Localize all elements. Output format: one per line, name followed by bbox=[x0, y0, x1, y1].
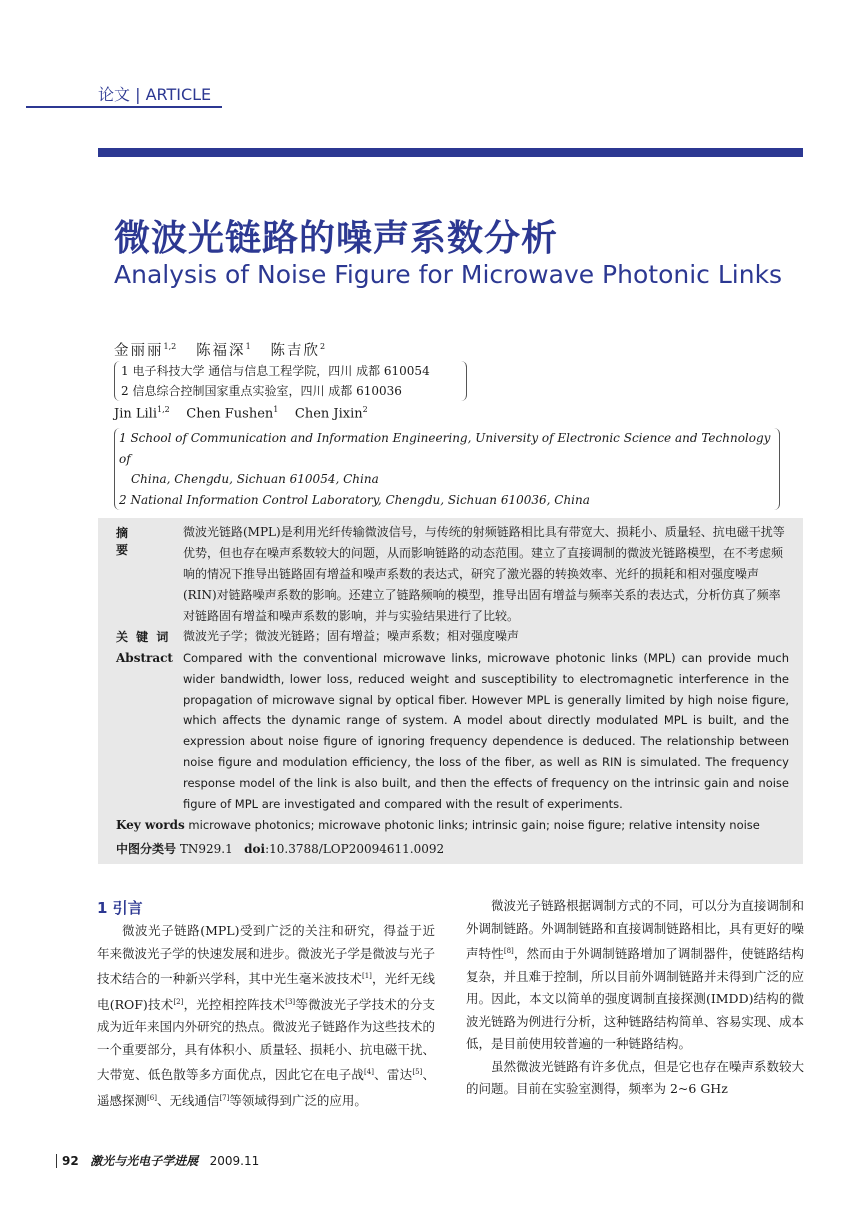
citation: [4] bbox=[364, 1068, 374, 1077]
author-sup: 2 bbox=[362, 405, 368, 414]
citation: [5] bbox=[412, 1068, 423, 1077]
affiliation-line: 2 National Information Control Laboratory, Chengdu, Sichuan 610036, China bbox=[119, 492, 590, 507]
author-sup: 1 bbox=[273, 405, 279, 414]
paragraph: 虽然微波光链路有许多优点，但是它也存在噪声系数较大的问题。目前在实验室测得，频率为 2~6 GHz bbox=[466, 1058, 804, 1097]
author-sup: 1 bbox=[245, 342, 251, 352]
paragraph: 微波光子链路(MPL)受到广泛的关注和研究，得益于近年来微波光子学的快速发展和进步。微波光子学是微波与光子技术结合的一种新兴学科，其中光生毫米波技术[1]，光纤无线电(ROF)技术[2]，光控相控阵技术[3]等微波光子学技术的分支成为近年来国内外研究的热点。微波光子链路作为这些技术的一个重要部分，具有体积小、质量轻、损耗小、抗电磁干扰、大带宽、低色散等多方面优点，因此它在电子战[4]、雷达[5]、遥感探测[6]、无线通信[7]等领域得到广泛的应用。 bbox=[97, 923, 435, 1109]
doi-label: doi bbox=[244, 842, 266, 856]
abstract-en-label: Abstract bbox=[116, 651, 173, 665]
author-name: Chen Jixin bbox=[294, 406, 363, 422]
journal-name: 激光与光电子学进展 bbox=[90, 1154, 199, 1168]
authors-chinese bbox=[114, 339, 325, 360]
classification-row: 中图分类号 TN929.1 doi:10.3788/LOP20094611.0092 bbox=[116, 842, 445, 856]
authors-english bbox=[114, 405, 368, 421]
keywords-en-row bbox=[116, 818, 796, 832]
author-name: Jin Lili bbox=[114, 406, 157, 422]
section-underline bbox=[26, 106, 222, 108]
author-name: 陈吉欣 bbox=[270, 343, 320, 359]
keywords-zh-label: 关 键 词 bbox=[116, 630, 171, 644]
body-right-column bbox=[466, 895, 804, 1101]
citation: [1] bbox=[361, 972, 372, 980]
title-bar bbox=[98, 148, 803, 157]
title-english: Analysis of Noise Figure for Microwave Photonic Links bbox=[114, 260, 783, 289]
citation: [7] bbox=[219, 1093, 230, 1102]
paragraph: 微波光子链路根据调制方式的不同，可以分为直接调制和外调制链路。外调制链路和直接调制链路相比，具有更好的噪声特性[8]，然而由于外调制链路增加了调制器件，使链路结构复杂，并且难于控制，所以目前外调制链路并未得到广泛的应用。因此，本文以简单的强度调制直接探测(IMDD)结构的微波光链路为例进行分析，这种链路结构简单、容易实现、成本低，是目前使用较普遍的一种链路结构。 bbox=[466, 898, 804, 1052]
affiliation-line: 1 School of Communication and Information Engineering, University of Electronic Science and Technology of bbox=[119, 431, 771, 466]
affiliations-english bbox=[114, 428, 780, 510]
author-sup: 1,2 bbox=[156, 405, 170, 414]
classification-code: TN929.1 bbox=[179, 842, 233, 856]
citation: [2] bbox=[173, 997, 184, 1006]
issue-date: 2009.11 bbox=[209, 1154, 260, 1168]
abstract-en-text: Compared with the conventional microwave links, microwave photonic links (MPL) can provide much wider bandwidth, lower loss, reduced weight and susceptibility to electromagnetic interference in the propagation of microwave signal by optical fiber. However MPL is generally limited by high noise figure, which affects the dynamic range of system. A model about directly modulated MPL is built, and the expression about noise figure of ignoring frequency dependence is deduced. The relationship between noise figure and modulation efficiency, the loss of the fiber, as well as RIN is simulated. The frequency response model of the link is also built, and then the effects of frequency on the intrinsic gain and noise figure of MPL are investigated and compared with the result of experiments. bbox=[183, 651, 789, 811]
affiliation-line: 2 信息综合控制国家重点实验室，四川 成都 610036 bbox=[121, 384, 402, 398]
title-chinese: 微波光链路的噪声系数分析 bbox=[114, 218, 559, 259]
author-name: Chen Fushen bbox=[186, 406, 274, 422]
author-name: 金丽丽 bbox=[114, 343, 164, 359]
keywords-en-text: microwave photonics; microwave photonic links; intrinsic gain; noise figure; relative intensity noise bbox=[188, 818, 760, 832]
citation: [8] bbox=[503, 947, 514, 955]
page-number: 92 bbox=[56, 1154, 79, 1168]
abstract-zh-label: 摘 要 bbox=[116, 526, 143, 557]
section-label: 论文 | ARTICLE bbox=[98, 85, 212, 104]
citation: [6] bbox=[147, 1093, 157, 1102]
abstract-zh-text: 微波光链路(MPL)是利用光纤传输微波信号，与传统的射频链路相比具有带宽大、损耗小、质量轻、抗电磁干扰等优势，但也存在噪声系数较大的问题，从而影响链路的动态范围。建立了直接调制的微波光链路模型，在不考虑频响的情况下推导出链路固有增益和噪声系数的表达式，研究了激光器的转换效率、光纤的损耗和相对强度噪声(RIN)对链路噪声系数的影响。还建立了链路频响的模型，推导出固有增益与频率关系的表达式，分析仿真了频率对链路固有增益和噪声系数的影响，并与实验结果进行了比较。 bbox=[183, 525, 785, 623]
section-heading: 1 引言 bbox=[97, 899, 143, 917]
affiliation-line: China, Chengdu, Sichuan 610054, China bbox=[131, 472, 379, 486]
author-sup: 2 bbox=[319, 342, 326, 352]
affiliations-chinese bbox=[114, 361, 467, 401]
classification-label: 中图分类号 bbox=[116, 842, 177, 856]
keywords-zh-text: 微波光子学；微波光链路；固有增益；噪声系数；相对强度噪声 bbox=[183, 629, 520, 643]
author-sup: 1,2 bbox=[163, 342, 177, 352]
keywords-en-label: Key words bbox=[116, 818, 185, 832]
doi-value: 10.3788/LOP20094611.0092 bbox=[269, 842, 445, 856]
citation: [3] bbox=[285, 997, 296, 1006]
footer bbox=[56, 1152, 456, 1169]
affiliation-line: 1 电子科技大学 通信与信息工程学院，四川 成都 610054 bbox=[121, 364, 430, 378]
author-name: 陈福深 bbox=[196, 343, 246, 359]
body-left-column bbox=[97, 920, 435, 1113]
